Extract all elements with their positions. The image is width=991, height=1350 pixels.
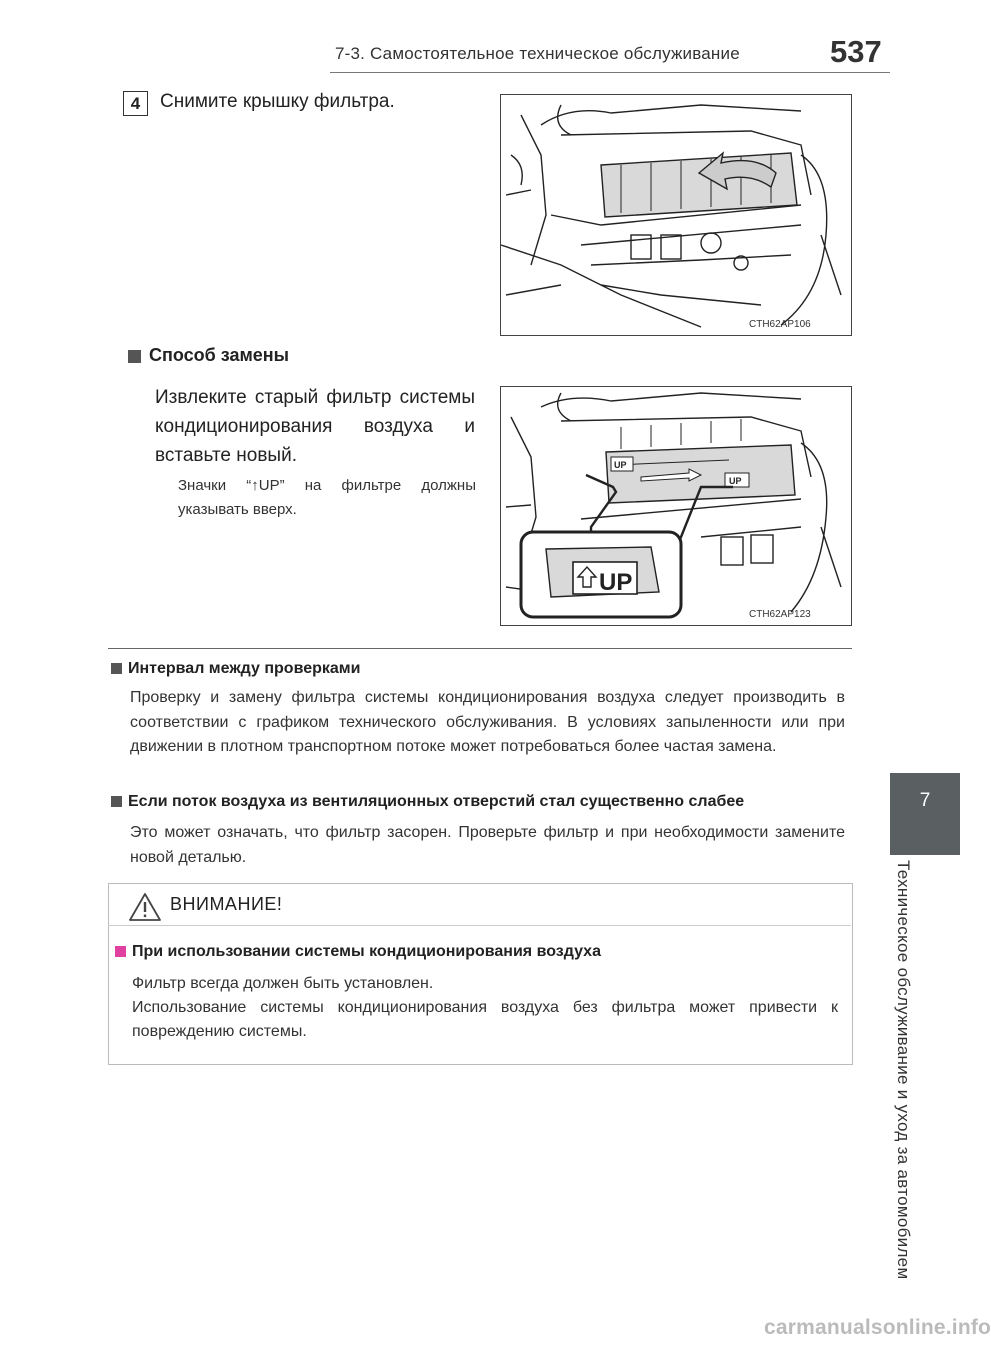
warning-line-2: Использование системы кондиционирования воздуха без фильтра может привести к повреждению системы. [132, 999, 838, 1040]
replacement-text: Извлеките старый фильтр системы кондиционирования воздуха и вставьте новый. [155, 387, 475, 466]
warning-subheading: При использовании системы кондиционирования воздуха [115, 943, 601, 961]
step-instruction: Снимите крышку фильтра. [160, 91, 395, 112]
figure-code-2: CTH62AP123 [749, 609, 811, 620]
filter-replacement-illustration [501, 387, 851, 625]
replacement-heading: Способ замены [128, 345, 289, 366]
filter-replacement-figure [500, 386, 852, 626]
section-header-title: 7-3. Самостоятельное техническое обслуживание [335, 44, 740, 63]
filter-up-label-small-2: UP [729, 476, 742, 486]
section-marker-icon [111, 663, 122, 674]
section-divider [108, 648, 852, 649]
replacement-note: Значки “↑UP” на фильтре должны указывать вверх. [178, 477, 476, 518]
interval-body: Проверку и замену фильтра системы кондиционирования воздуха следует производить в соответствии с графиком технического обслуживания. В условиях запыленности или при движении в плотном транспортном потоке может потребоваться более частая замена. [130, 689, 845, 755]
header-divider [330, 72, 890, 73]
warning-title: ВНИМАНИЕ! [170, 894, 283, 914]
warning-body [132, 972, 838, 1044]
chapter-number: 7 [919, 790, 931, 811]
interval-heading: Интервал между проверками [111, 660, 360, 678]
filter-up-label-small: UP [614, 460, 627, 470]
chapter-title: Техническое обслуживание и уход за автомобилем [894, 860, 913, 1280]
section-marker-icon [128, 350, 141, 363]
page-number: 537 [830, 34, 882, 69]
footer-watermark: carmanualsonline.info [764, 1316, 991, 1339]
section-marker-icon [111, 796, 122, 807]
weak-airflow-heading: Если поток воздуха из вентиляционных отверстий стал существенно слабее [111, 793, 744, 811]
filter-cover-figure [500, 94, 852, 336]
chapter-tab [890, 773, 960, 855]
filter-up-label-large: UP [599, 569, 633, 596]
chapter-title-vertical [893, 860, 933, 1290]
filter-cover-illustration [501, 95, 851, 335]
warning-triangle-icon [128, 892, 162, 927]
weak-airflow-body: Это может означать, что фильтр засорен. Проверьте фильтр и при необходимости замените новой деталью. [130, 824, 845, 866]
warning-line-1: Фильтр всегда должен быть установлен. [132, 975, 434, 992]
warning-marker-icon [115, 946, 126, 957]
step-number-box: 4 [123, 91, 148, 116]
figure-code: CTH62AP106 [749, 319, 811, 330]
